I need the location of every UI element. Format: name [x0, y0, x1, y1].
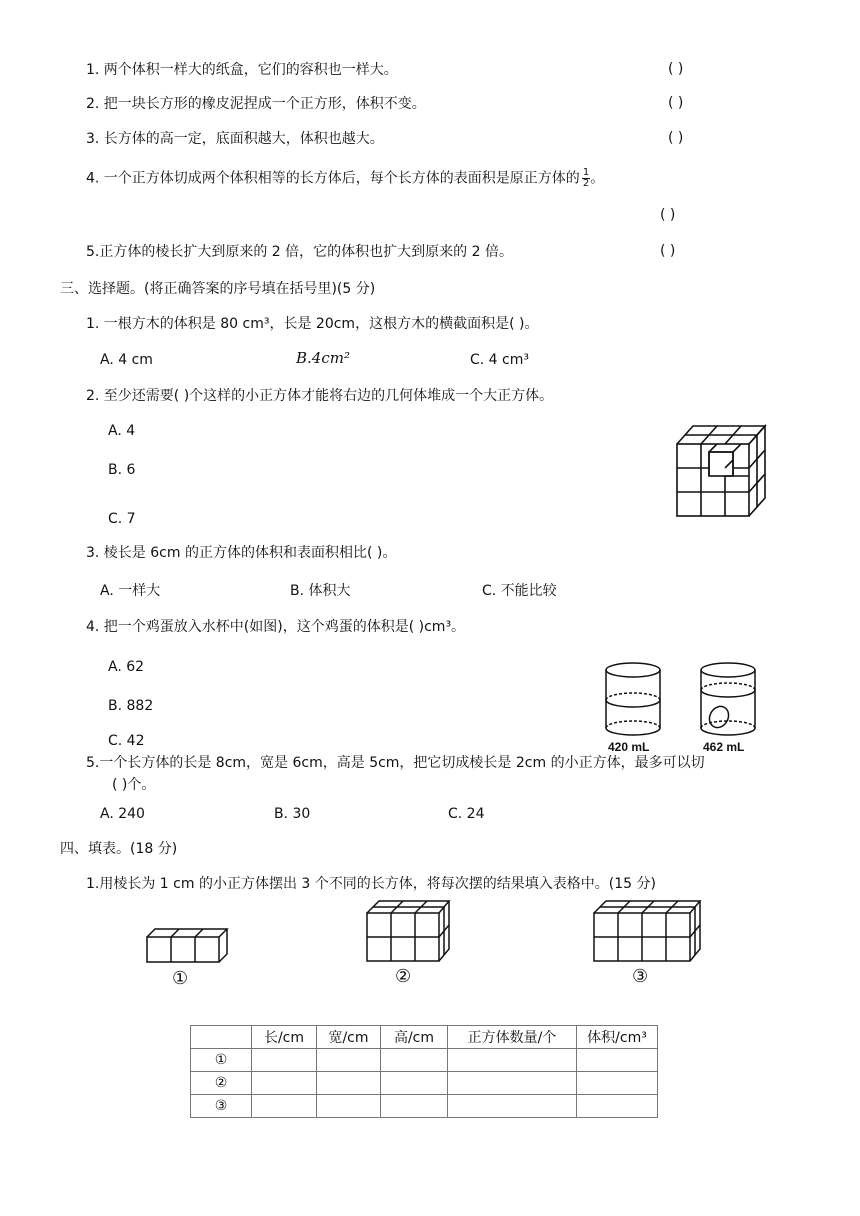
choice-q5-option-c[interactable]: C. 24	[448, 806, 485, 822]
choice-q3: 3. 棱长是 6cm 的正方体的体积和表面积相比( )。	[86, 545, 397, 561]
answer-blank-judge-2[interactable]: ( )	[668, 95, 684, 111]
table-row	[191, 1072, 658, 1095]
table-header-width: 宽/cm	[317, 1026, 381, 1049]
row-label: ②	[191, 1072, 252, 1095]
table-cell[interactable]	[448, 1072, 577, 1095]
section-heading-choice: 三、选择题。(将正确答案的序号填在括号里)(5 分)	[60, 281, 376, 297]
table-header-volume: 体积/cm³	[577, 1026, 658, 1049]
choice-q2-option-b[interactable]: B. 6	[108, 462, 136, 478]
choice-q4-option-a[interactable]: A. 62	[108, 659, 145, 675]
water-cups-figure	[604, 660, 764, 740]
table-cell[interactable]	[577, 1095, 658, 1118]
figure-label-3: ③	[632, 966, 649, 987]
table-cell[interactable]	[252, 1095, 317, 1118]
results-table	[190, 1025, 658, 1118]
choice-q1-option-b[interactable]: B.4cm²	[296, 349, 350, 367]
answer-blank-judge-1[interactable]: ( )	[668, 61, 684, 77]
choice-q2-option-c[interactable]: C. 7	[108, 511, 136, 527]
cup2-label: 462 mL	[703, 740, 745, 754]
table-header-cube-count: 正方体数量/个	[448, 1026, 577, 1049]
table-cell[interactable]	[448, 1049, 577, 1072]
judge-item-4-text: 4. 一个正方体切成两个体积相等的长方体后，每个长方体的表面积是原正方体的	[86, 170, 580, 187]
choice-q5-option-b[interactable]: B. 30	[274, 806, 311, 822]
cuboid-figure-1	[146, 928, 228, 964]
answer-blank-judge-4[interactable]: ( )	[660, 207, 676, 223]
choice-q4-option-b[interactable]: B. 882	[108, 698, 154, 714]
choice-q3-option-a[interactable]: A. 一样大	[100, 583, 161, 599]
table-cell[interactable]	[381, 1049, 448, 1072]
table-cell[interactable]	[252, 1049, 317, 1072]
row-label: ③	[191, 1095, 252, 1118]
table-header-blank	[191, 1026, 252, 1049]
cuboid-figure-2	[366, 900, 450, 962]
choice-q1: 1. 一根方木的体积是 80 cm³，长是 20cm，这根方木的横截面积是( )。	[86, 316, 539, 332]
choice-q4-option-c[interactable]: C. 42	[108, 733, 145, 749]
cube-stack-figure	[676, 420, 768, 518]
choice-q2-option-a[interactable]: A. 4	[108, 423, 136, 439]
cuboid-figure-3	[593, 900, 701, 962]
table-header-height: 高/cm	[381, 1026, 448, 1049]
table-cell[interactable]	[317, 1072, 381, 1095]
choice-q5-option-a[interactable]: A. 240	[100, 806, 145, 822]
table-header-length: 长/cm	[252, 1026, 317, 1049]
cup1-label: 420 mL	[608, 740, 650, 754]
judge-item-3: 3. 长方体的高一定，底面积越大，体积也越大。	[86, 131, 384, 147]
choice-q5: 5.一个长方体的长是 8cm，宽是 6cm，高是 5cm，把它切成棱长是 2cm 的小正方体，最多可以切	[86, 755, 705, 771]
table-row	[191, 1095, 658, 1118]
table-row	[191, 1049, 658, 1072]
section-heading-fill: 四、填表。(18 分)	[60, 841, 178, 857]
row-label: ①	[191, 1049, 252, 1072]
choice-q3-option-c[interactable]: C. 不能比较	[482, 583, 557, 599]
choice-q5-blank[interactable]: ( )个。	[112, 777, 156, 793]
figure-label-2: ②	[395, 966, 412, 987]
table-cell[interactable]	[381, 1072, 448, 1095]
judge-item-1: 1. 两个体积一样大的纸盒，它们的容积也一样大。	[86, 62, 398, 78]
judge-item-4: 4. 一个正方体切成两个体积相等的长方体后，每个长方体的表面积是原正方体的 $\frac{1}{2}$ 。	[86, 167, 605, 189]
table-cell[interactable]	[577, 1072, 658, 1095]
choice-q2: 2. 至少还需要( )个这样的小正方体才能将右边的几何体堆成一个大正方体。	[86, 388, 554, 404]
table-cell[interactable]	[448, 1095, 577, 1118]
judge-item-2: 2. 把一块长方形的橡皮泥捏成一个正方形，体积不变。	[86, 96, 426, 112]
answer-blank-judge-3[interactable]: ( )	[668, 130, 684, 146]
table-cell[interactable]	[317, 1095, 381, 1118]
fill-q1: 1.用棱长为 1 cm 的小正方体摆出 3 个不同的长方体，将每次摆的结果填入表格中。(15 分)	[86, 876, 656, 892]
fraction-one-half: $\frac{1}{2}$	[582, 167, 590, 189]
judge-item-5: 5.正方体的棱长扩大到原来的 2 倍，它的体积也扩大到原来的 2 倍。	[86, 244, 513, 260]
table-cell[interactable]	[577, 1049, 658, 1072]
table-cell[interactable]	[252, 1072, 317, 1095]
table-cell[interactable]	[381, 1095, 448, 1118]
choice-q3-option-b[interactable]: B. 体积大	[290, 583, 351, 599]
choice-q1-option-c[interactable]: C. 4 cm³	[470, 352, 529, 368]
choice-q1-option-a[interactable]: A. 4 cm	[100, 352, 153, 368]
table-cell[interactable]	[317, 1049, 381, 1072]
answer-blank-judge-5[interactable]: ( )	[660, 243, 676, 259]
figure-label-1: ①	[172, 968, 189, 989]
choice-q4: 4. 把一个鸡蛋放入水杯中(如图)，这个鸡蛋的体积是( )cm³。	[86, 619, 466, 635]
table-header-row	[191, 1026, 658, 1049]
